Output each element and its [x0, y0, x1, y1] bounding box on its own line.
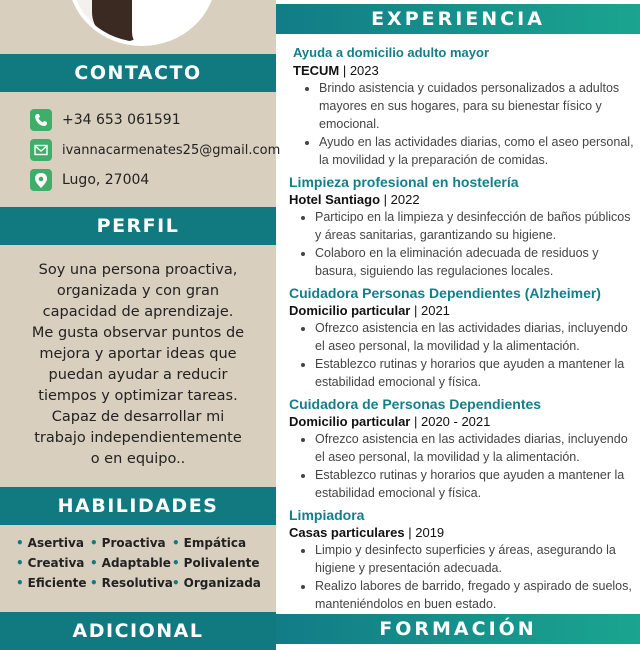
formacion-heading: FORMACIÓN	[276, 614, 640, 644]
phone-icon	[30, 109, 52, 131]
job-org: TECUM | 2023	[293, 63, 379, 78]
experience-list	[289, 44, 639, 617]
job-org: Domicilio particular | 2020 - 2021	[289, 414, 491, 429]
adicional-heading: ADICIONAL	[0, 612, 276, 650]
job-entry	[289, 395, 639, 502]
job-bullet: • Ofrezco asistencia en las actividades diarias, incluyendo el aseo personal, la movilidad y la alimentación.	[315, 430, 639, 466]
job-title: Cuidadora Personas Dependientes (Alzheimer)	[289, 285, 601, 301]
perfil-heading: PERFIL	[0, 207, 276, 245]
skill-item: • Adaptable	[90, 556, 171, 570]
perfil-text: Soy una persona proactiva, organizada y con gran capacidad de aprendizaje. Me gusta observar puntos de mejora y aportar ideas que puedan ayudar a reducir tiempos y optimizar tareas. Capaz de desarrollar mi trabajo independientemente o en equipo..	[31, 262, 245, 467]
job-entry	[289, 44, 639, 169]
skill-item: • Organizada	[172, 576, 261, 590]
contact-email	[30, 139, 280, 161]
email-text: ivannacarmenates25@gmail.com	[62, 142, 281, 158]
skill-item: • Asertiva	[16, 536, 84, 550]
job-org: Domicilio particular | 2021	[289, 303, 450, 318]
habilidades-heading: HABILIDADES	[0, 487, 276, 525]
location-text: Lugo, 27004	[62, 172, 150, 188]
job-title: Ayuda a domicilio adulto mayor	[293, 45, 489, 60]
job-entry	[289, 284, 639, 391]
job-title: Limpieza profesional en hostelería	[289, 174, 519, 190]
job-title: Cuidadora de Personas Dependientes	[289, 396, 542, 412]
job-entry	[289, 506, 639, 613]
job-title: Limpiadora	[289, 507, 365, 523]
skill-item: • Eficiente	[16, 576, 87, 590]
phone-text: +34 653 061591	[62, 112, 181, 128]
experiencia-heading: EXPERIENCIA	[276, 4, 640, 34]
skill-item: • Polivalente	[172, 556, 260, 570]
job-org: Casas particulares | 2019	[289, 525, 445, 540]
email-icon	[30, 139, 52, 161]
left-column	[0, 0, 281, 642]
contact-location	[30, 169, 149, 191]
location-pin-icon	[30, 169, 52, 191]
job-bullet: • Establezco rutinas y horarios que ayuden a mantener la estabilidad emocional y física.	[315, 355, 639, 391]
skill-item: • Resolutiva	[90, 576, 173, 590]
job-bullet: • Establezco rutinas y horarios que ayuden a mantener la estabilidad emocional y física.	[315, 466, 639, 502]
job-entry	[289, 173, 639, 280]
contact-phone	[30, 109, 181, 131]
skill-item: • Proactiva	[90, 536, 166, 550]
job-bullet: • Colaboro en la eliminación adecuada de residuos y basura, siguiendo las regulaciones locales.	[315, 244, 639, 280]
contact-heading: CONTACTO	[0, 54, 276, 92]
job-bullet: • Brindo asistencia y cuidados personalizados a adultos mayores en sus hogares, para su bienestar físico y emocional.	[319, 79, 639, 133]
skill-item: • Empática	[172, 536, 247, 550]
job-bullet: • Realizo labores de barrido, fregado y aspirado de suelos, manteniéndolos en buen estado.	[315, 577, 639, 613]
job-org: Hotel Santiago | 2022	[289, 192, 420, 207]
skill-item: • Creativa	[16, 556, 85, 570]
job-bullet: • Limpio y desinfecto superficies y áreas, asegurando la higiene y presentación adecuada.	[315, 541, 639, 577]
skills-grid	[16, 536, 266, 590]
job-bullet: • Ayudo en las actividades diarias, como el aseo personal, la movilidad y la preparación de comidas.	[319, 133, 639, 169]
profile-photo	[68, 0, 216, 46]
job-bullet: • Ofrezco asistencia en las actividades diarias, incluyendo el aseo personal, la movilidad y la alimentación.	[315, 319, 639, 355]
job-bullet: • Participo en la limpieza y desinfección de baños públicos y áreas sanitarias, garantizando su higiene.	[315, 208, 639, 244]
